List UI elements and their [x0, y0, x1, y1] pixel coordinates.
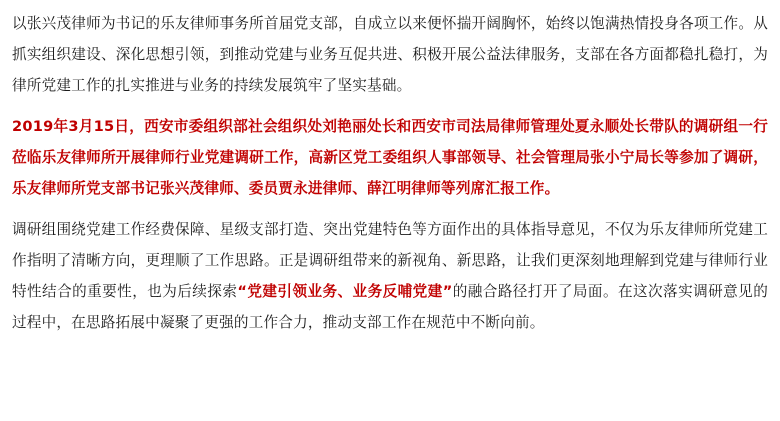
conclusion-text-part-2: 的融合路径打开了局面。在这次落实调研意见的过程中，在思路拓展中凝聚了更强的工作合力，推动支部工作在规范中不断向前。	[12, 283, 768, 331]
paragraph-conclusion	[12, 214, 768, 338]
conclusion-text-part-1: 调研组围绕党建工作经费保障、星级支部打造、突出党建特色等方面作出的具体指导意见，不仅为乐友律师所党建工作指明了清晰方向，更理顺了工作思路。正是调研组带来的新视角、新思路，让我们更深刻地理解到党建与律师行业特性结合的重要性，也为后续探索	[12, 221, 768, 300]
conclusion-accent-phrase: “党建引领业务、业务反哺党建”	[237, 283, 453, 300]
paragraph-intro: 以张兴茂律师为书记的乐友律师事务所首届党支部，自成立以来便怀揣开阔胸怀，始终以饱满热情投身各项工作。从抓实组织建设、深化思想引领，到推动党建与业务互促共进、积极开展公益法律服务，支部在各方面都稳扎稳打，为律所党建工作的扎实推进与业务的持续发展筑牢了坚实基础。	[12, 15, 768, 94]
paragraph-highlighted-event: 2019年3月15日，西安市委组织部社会组织处刘艳丽处长和西安市司法局律师管理处夏永顺处长带队的调研组一行莅临乐友律师所开展律师行业党建调研工作，高新区党工委组织人事部领导、社会管理局张小宁局长等参加了调研，乐友律师所党支部书记张兴茂律师、委员贾永进律师、薛江明律师等列席汇报工作。	[12, 118, 768, 197]
